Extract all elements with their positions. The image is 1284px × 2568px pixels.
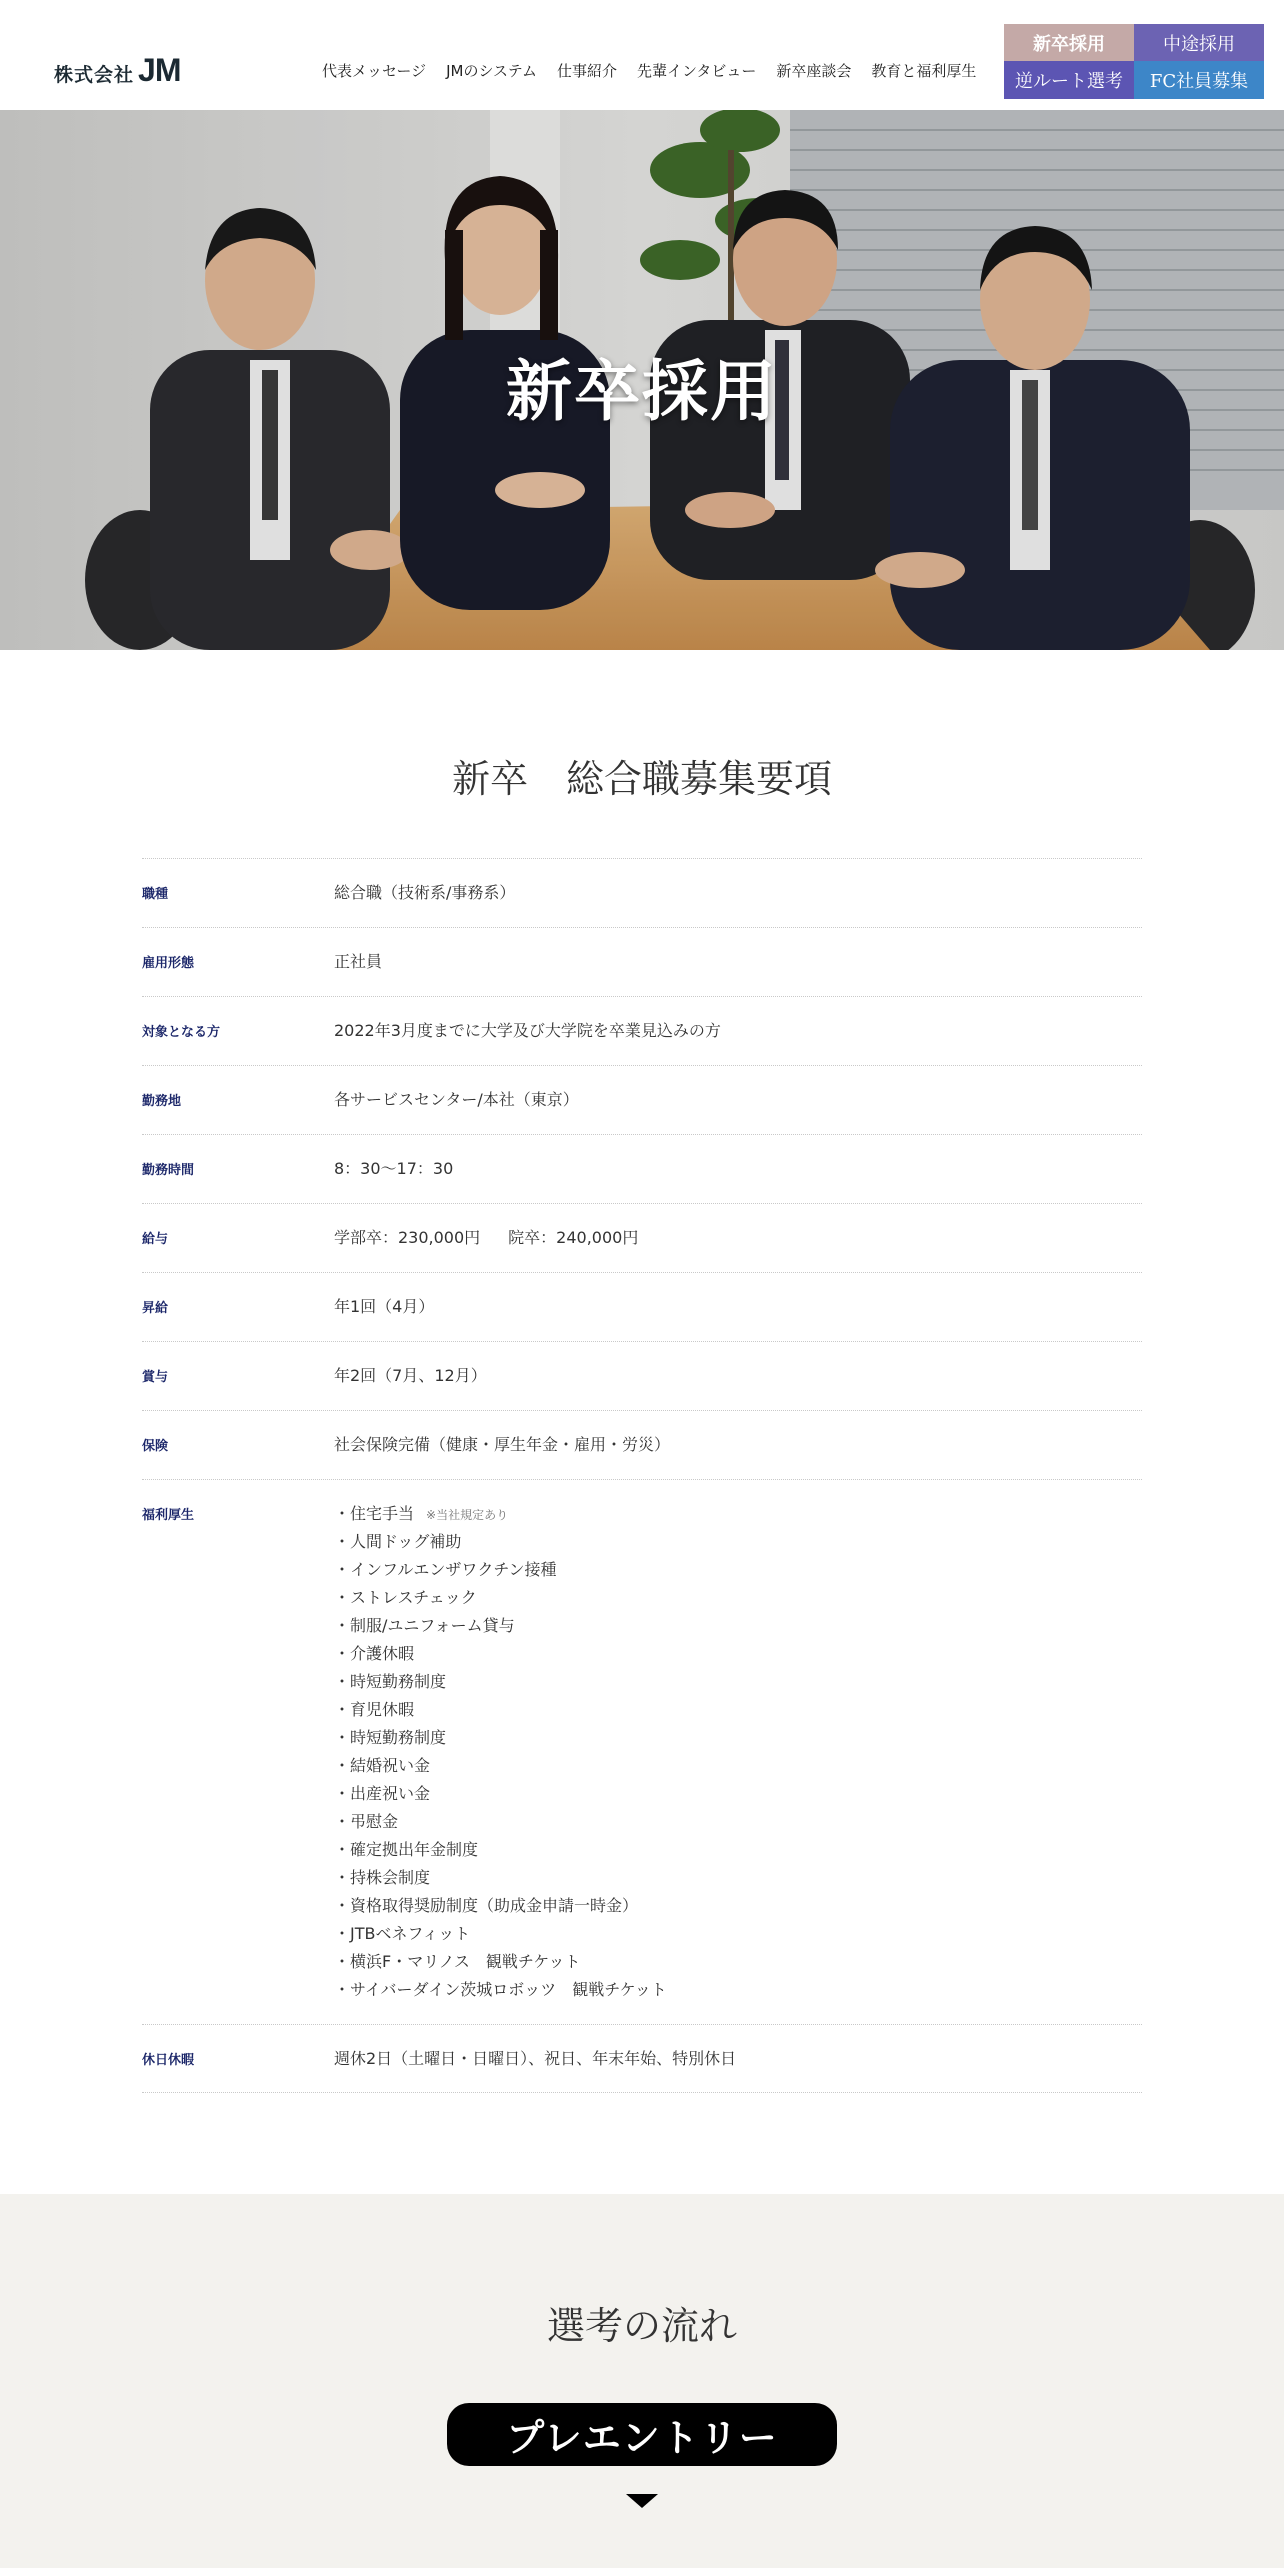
pre-entry-button[interactable]: プレエントリー: [447, 2403, 837, 2466]
site-header: [0, 0, 1284, 110]
table-row: [142, 858, 1142, 927]
benefit-list: [334, 1504, 1142, 2008]
list-item: ・時短勤務制度: [334, 1672, 447, 1691]
row-value: 正社員: [334, 952, 383, 971]
table-row: [142, 1341, 1142, 1410]
list-item: ・出産祝い金: [334, 1784, 431, 1803]
requirements-table: [142, 858, 1142, 2093]
row-value: 週休2日（土曜日・日曜日）、祝日、年末年始、特別休日: [334, 2049, 737, 2068]
recruit-cta-grid: [1004, 24, 1264, 99]
row-value: 8：30～17：30: [334, 1159, 454, 1178]
benefit-note: ※当社規定あり: [426, 1508, 509, 1522]
row-label: 勤務地: [142, 1094, 182, 1109]
list-item: ・結婚祝い金: [334, 1756, 431, 1775]
row-value: 2022年3月度までに大学及び大学院を卒業見込みの方: [334, 1021, 721, 1040]
mid-career-button[interactable]: 中途採用: [1134, 24, 1264, 61]
table-row: [142, 1065, 1142, 1134]
logo-text: 株式会社: [54, 64, 135, 86]
row-label: 雇用形態: [142, 956, 195, 971]
list-item: ・インフルエンザワクチン接種: [334, 1560, 557, 1579]
table-row: [142, 2024, 1142, 2093]
row-value: 各サービスセンター/本社（東京）: [334, 1090, 579, 1109]
list-item: ・育児休暇: [334, 1700, 415, 1719]
company-logo[interactable]: [54, 52, 180, 89]
list-item: [334, 1504, 1142, 1532]
table-row: [142, 927, 1142, 996]
row-label: 昇給: [142, 1301, 169, 1316]
benefit-housing: ・住宅手当: [334, 1504, 415, 1523]
row-value: [334, 1480, 1142, 2024]
flow-title: 選考の流れ: [546, 2304, 737, 2348]
row-value: 年1回（4月）: [334, 1297, 435, 1316]
logo-mark: JM: [138, 52, 181, 88]
nav-item-interview[interactable]: 先輩インタビュー: [637, 62, 757, 80]
salary-graduate: 院卒：240,000円: [508, 1228, 639, 1247]
row-value: 総合職（技術系/事務系）: [334, 883, 516, 902]
arrow-down-icon: [626, 2494, 658, 2508]
nav-item-jobs[interactable]: 仕事紹介: [556, 62, 617, 80]
row-label: 給与: [142, 1232, 169, 1247]
list-item: ・制服/ユニフォーム貸与: [334, 1616, 515, 1635]
row-label: 福利厚生: [142, 1508, 195, 1523]
row-value: [334, 1204, 1142, 1272]
requirements-title: 新卒 総合職募集要項: [451, 757, 832, 801]
table-row: [142, 1272, 1142, 1341]
nav-item-system[interactable]: JMのシステム: [446, 62, 537, 80]
fc-staff-button[interactable]: FC社員募集: [1134, 61, 1264, 99]
list-item: ・弔慰金: [334, 1812, 399, 1831]
hero-banner: [0, 110, 1284, 650]
list-item: ・サイバーダイン茨城ロボッツ 観戦チケット: [334, 1980, 667, 1999]
list-item: ・確定拠出年金制度: [334, 1840, 479, 1859]
selection-flow-section: [0, 2194, 1284, 2568]
salary-undergrad: 学部卒：230,000円: [334, 1228, 481, 1247]
list-item: ・介護休暇: [334, 1644, 415, 1663]
row-label: 勤務時間: [142, 1163, 195, 1178]
row-label: 賞与: [142, 1370, 169, 1385]
row-value: 社会保険完備（健康・厚生年金・雇用・労災）: [334, 1435, 671, 1454]
list-item: ・横浜F・マリノス 観戦チケット: [334, 1952, 581, 1971]
new-grad-button[interactable]: 新卒採用: [1004, 24, 1134, 61]
row-label: 職種: [142, 887, 169, 902]
row-label: 保険: [142, 1439, 169, 1454]
nav-item-message[interactable]: 代表メッセージ: [322, 62, 427, 80]
nav-item-education[interactable]: 教育と福利厚生: [871, 62, 977, 80]
list-item: ・資格取得奨励制度（助成金申請一時金）: [334, 1896, 639, 1915]
hero-title: 新卒採用: [506, 353, 778, 430]
list-item: ・持株会制度: [334, 1868, 431, 1887]
reverse-route-button[interactable]: 逆ルート選考: [1004, 61, 1134, 99]
list-item: ・人間ドッグ補助: [334, 1532, 462, 1551]
row-value: 年2回（7月、12月）: [334, 1366, 487, 1385]
nav-item-roundtable[interactable]: 新卒座談会: [776, 62, 852, 80]
list-item: ・時短勤務制度: [334, 1728, 447, 1747]
table-row-benefits: [142, 1479, 1142, 2024]
list-item: ・JTBベネフィット: [334, 1924, 471, 1943]
table-row: [142, 996, 1142, 1065]
table-row: [142, 1410, 1142, 1479]
global-nav: [322, 60, 996, 81]
list-item: ・ストレスチェック: [334, 1588, 477, 1607]
row-label: 休日休暇: [142, 2053, 195, 2068]
table-row: [142, 1134, 1142, 1203]
row-label: 対象となる方: [142, 1025, 221, 1040]
table-row: [142, 1203, 1142, 1272]
